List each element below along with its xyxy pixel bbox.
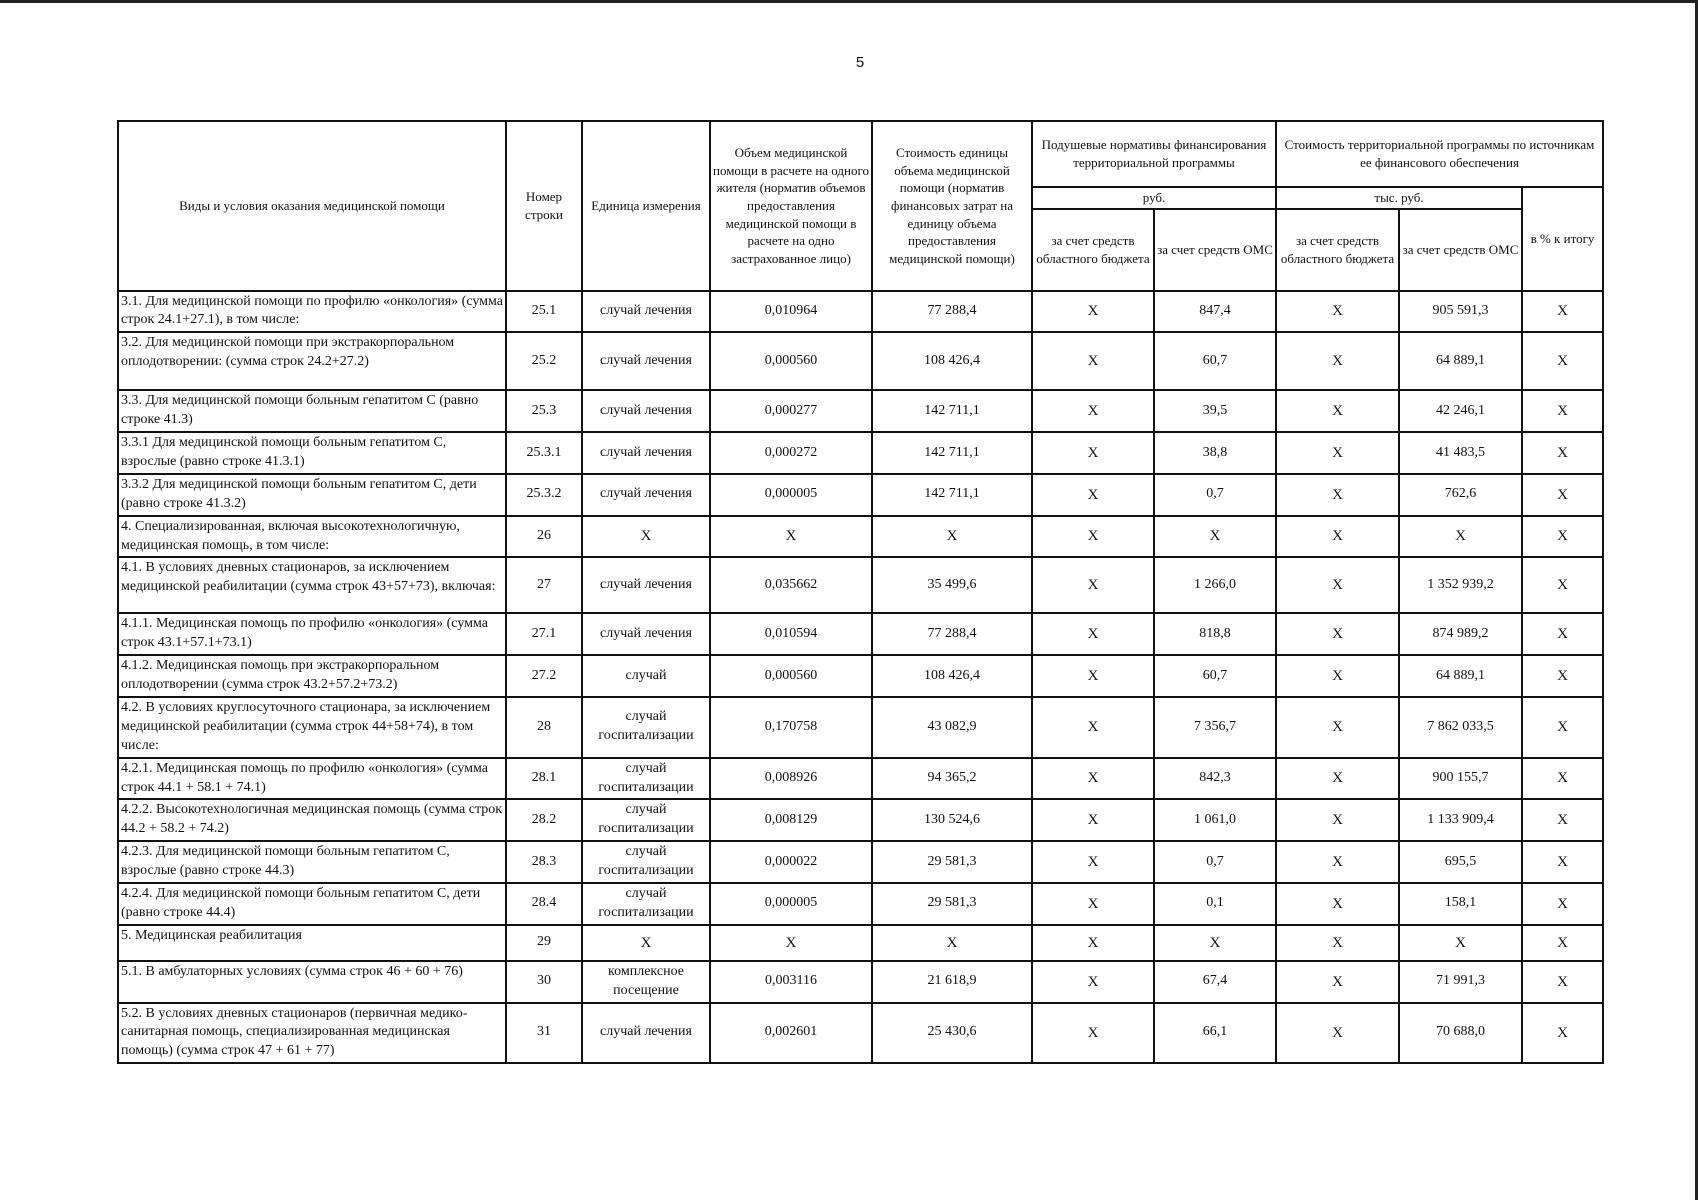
row-unit: случай госпитализации [582,799,710,841]
row-per-capita-oms: 1 266,0 [1154,557,1276,613]
row-per-capita-oms: Х [1154,925,1276,961]
row-volume: 0,170758 [710,697,872,758]
table-row [118,557,1603,613]
row-percent: Х [1522,655,1603,697]
row-number: 27.1 [506,613,582,655]
row-per-capita-budget: Х [1032,557,1154,613]
row-per-capita-oms: 60,7 [1154,655,1276,697]
row-name: 4.1. В условиях дневных стационаров, за исключением медицинской реабилитации (сумма строк 43+57+73), включая: [118,557,506,613]
row-unit-cost: 142 711,1 [872,474,1032,516]
row-number: 28.1 [506,758,582,800]
row-per-capita-budget: Х [1032,799,1154,841]
table-row [118,390,1603,432]
row-name: 3.3.2 Для медицинской помощи больным гепатитом С, дети (равно строке 41.3.2) [118,474,506,516]
row-unit: случай госпитализации [582,697,710,758]
table-row [118,655,1603,697]
row-per-capita-oms: 847,4 [1154,291,1276,333]
row-number: 25.3 [506,390,582,432]
row-name: 4.2.2. Высокотехнологичная медицинская помощь (сумма строк 44.2 + 58.2 + 74.2) [118,799,506,841]
row-per-capita-oms: 60,7 [1154,332,1276,390]
row-number: 28.2 [506,799,582,841]
row-program-budget: Х [1276,799,1399,841]
row-per-capita-oms: 39,5 [1154,390,1276,432]
row-per-capita-budget: Х [1032,613,1154,655]
row-program-oms: 70 688,0 [1399,1003,1522,1064]
row-per-capita-oms: 818,8 [1154,613,1276,655]
row-per-capita-budget: Х [1032,332,1154,390]
row-program-budget: Х [1276,961,1399,1003]
table-row [118,291,1603,333]
table-row [118,697,1603,758]
row-per-capita-oms: 38,8 [1154,432,1276,474]
row-program-oms: Х [1399,925,1522,961]
row-program-budget: Х [1276,883,1399,925]
row-per-capita-budget: Х [1032,291,1154,333]
row-unit: случай лечения [582,557,710,613]
row-program-oms: 41 483,5 [1399,432,1522,474]
row-volume: 0,003116 [710,961,872,1003]
row-percent: Х [1522,799,1603,841]
table-row [118,332,1603,390]
row-volume: Х [710,516,872,558]
table-row [118,758,1603,800]
row-per-capita-budget: Х [1032,432,1154,474]
row-unit: Х [582,925,710,961]
row-unit: случай лечения [582,291,710,333]
row-number: 29 [506,925,582,961]
header-per-capita-budget: за счет средств областного бюджета [1032,209,1154,291]
row-name: 4.2.3. Для медицинской помощи больным гепатитом С, взрослые (равно строке 44.3) [118,841,506,883]
row-number: 31 [506,1003,582,1064]
row-percent: Х [1522,390,1603,432]
row-program-oms: 762,6 [1399,474,1522,516]
row-program-budget: Х [1276,1003,1399,1064]
row-per-capita-budget: Х [1032,697,1154,758]
row-number: 28.4 [506,883,582,925]
scan-edge-top [0,0,1698,3]
header-type: Виды и условия оказания медицинской помощи [118,121,506,291]
row-unit: случай госпитализации [582,841,710,883]
row-program-oms: 64 889,1 [1399,332,1522,390]
row-volume: 0,000560 [710,655,872,697]
row-percent: Х [1522,883,1603,925]
row-unit: случай госпитализации [582,758,710,800]
row-program-budget: Х [1276,557,1399,613]
row-unit-cost: 108 426,4 [872,332,1032,390]
row-name: 4. Специализированная, включая высокотехнологичную, медицинская помощь, в том числе: [118,516,506,558]
row-unit-cost: 21 618,9 [872,961,1032,1003]
row-volume: Х [710,925,872,961]
row-unit: случай лечения [582,613,710,655]
row-unit-cost: 25 430,6 [872,1003,1032,1064]
table-row [118,516,1603,558]
row-program-budget: Х [1276,390,1399,432]
row-percent: Х [1522,557,1603,613]
header-unit: Единица измерения [582,121,710,291]
row-percent: Х [1522,516,1603,558]
row-program-budget: Х [1276,655,1399,697]
row-volume: 0,000560 [710,332,872,390]
row-percent: Х [1522,1003,1603,1064]
row-per-capita-budget: Х [1032,1003,1154,1064]
row-per-capita-budget: Х [1032,925,1154,961]
row-volume: 0,010964 [710,291,872,333]
row-volume: 0,000005 [710,883,872,925]
table-header [118,121,1603,291]
row-volume: 0,000022 [710,841,872,883]
row-program-oms: 695,5 [1399,841,1522,883]
row-per-capita-budget: Х [1032,883,1154,925]
header-per-capita-oms: за счет средств ОМС [1154,209,1276,291]
row-per-capita-oms: 0,7 [1154,841,1276,883]
table-row [118,432,1603,474]
page-number: 5 [855,54,865,71]
row-program-oms: 64 889,1 [1399,655,1522,697]
table-row [118,961,1603,1003]
row-name: 5. Медицинская реабилитация [118,925,506,961]
row-name: 4.2. В условиях круглосуточного стационара, за исключением медицинской реабилитации (сумма строк 44+58+74), в том числе: [118,697,506,758]
row-volume: 0,010594 [710,613,872,655]
header-program-budget: за счет средств областного бюджета [1276,209,1399,291]
row-program-budget: Х [1276,291,1399,333]
row-unit-cost: 142 711,1 [872,432,1032,474]
row-unit-cost: 77 288,4 [872,291,1032,333]
row-program-budget: Х [1276,697,1399,758]
row-number: 26 [506,516,582,558]
row-percent: Х [1522,758,1603,800]
row-name: 3.3.1 Для медицинской помощи больным гепатитом С, взрослые (равно строке 41.3.1) [118,432,506,474]
row-unit-cost: 43 082,9 [872,697,1032,758]
row-program-budget: Х [1276,432,1399,474]
row-per-capita-oms: 7 356,7 [1154,697,1276,758]
row-unit-cost: Х [872,925,1032,961]
row-percent: Х [1522,613,1603,655]
row-percent: Х [1522,841,1603,883]
row-program-budget: Х [1276,613,1399,655]
header-unit-cost: Стоимость единицы объема медицинской помощи (норматив финансовых затрат на единицу объема предоставления медицинской помощи) [872,121,1032,291]
row-volume: 0,035662 [710,557,872,613]
row-volume: 0,000272 [710,432,872,474]
row-unit-cost: 142 711,1 [872,390,1032,432]
table-row [118,1003,1603,1064]
row-unit-cost: 94 365,2 [872,758,1032,800]
header-unit-thousand-rub: тыс. руб. [1276,187,1522,209]
row-number: 28 [506,697,582,758]
row-volume: 0,008926 [710,758,872,800]
row-program-budget: Х [1276,841,1399,883]
row-program-budget: Х [1276,925,1399,961]
row-number: 25.2 [506,332,582,390]
row-name: 3.1. Для медицинской помощи по профилю «онкология» (сумма строк 24.1+27.1), в том числе: [118,291,506,333]
row-per-capita-budget: Х [1032,390,1154,432]
row-name: 4.1.2. Медицинская помощь при экстракорпоральном оплодотворении (сумма строк 43.2+57.2+73.2) [118,655,506,697]
row-unit-cost: Х [872,516,1032,558]
row-program-oms: 1 352 939,2 [1399,557,1522,613]
row-per-capita-budget: Х [1032,961,1154,1003]
row-number: 25.3.1 [506,432,582,474]
header-program-cost-group: Стоимость территориальной программы по источникам ее финансового обеспечения [1276,121,1603,187]
row-percent: Х [1522,332,1603,390]
funding-table [117,120,1604,1064]
row-name: 4.1.1. Медицинская помощь по профилю «онкология» (сумма строк 43.1+57.1+73.1) [118,613,506,655]
row-per-capita-oms: Х [1154,516,1276,558]
table-row [118,841,1603,883]
row-unit-cost: 35 499,6 [872,557,1032,613]
header-per-capita-group: Подушевые нормативы финансирования территориальной программы [1032,121,1276,187]
row-unit-cost: 29 581,3 [872,883,1032,925]
row-unit-cost: 130 524,6 [872,799,1032,841]
row-name: 5.2. В условиях дневных стационаров (первичная медико-санитарная помощь, специализированная медицинская помощь) (сумма строк 47 + 61 + 77) [118,1003,506,1064]
row-program-oms: 905 591,3 [1399,291,1522,333]
row-unit: случай лечения [582,1003,710,1064]
row-name: 4.2.4. Для медицинской помощи больным гепатитом С, дети (равно строке 44.4) [118,883,506,925]
header-volume: Объем медицинской помощи в расчете на одного жителя (норматив объемов предоставления медицинской помощи в расчете на одно застрахованное лицо) [710,121,872,291]
header-program-oms: за счет средств ОМС [1399,209,1522,291]
row-volume: 0,000277 [710,390,872,432]
table-row [118,613,1603,655]
row-number: 25.3.2 [506,474,582,516]
row-per-capita-budget: Х [1032,516,1154,558]
row-unit: комплексное посещение [582,961,710,1003]
row-unit-cost: 29 581,3 [872,841,1032,883]
row-per-capita-budget: Х [1032,474,1154,516]
row-per-capita-budget: Х [1032,758,1154,800]
header-percent: в % к итогу [1522,187,1603,291]
row-unit: случай лечения [582,474,710,516]
row-name: 4.2.1. Медицинская помощь по профилю «онкология» (сумма строк 44.1 + 58.1 + 74.1) [118,758,506,800]
row-unit: случай [582,655,710,697]
row-per-capita-budget: Х [1032,655,1154,697]
row-percent: Х [1522,697,1603,758]
row-program-oms: 874 989,2 [1399,613,1522,655]
row-percent: Х [1522,474,1603,516]
row-program-budget: Х [1276,332,1399,390]
row-per-capita-oms: 0,1 [1154,883,1276,925]
row-name: 5.1. В амбулаторных условиях (сумма строк 46 + 60 + 76) [118,961,506,1003]
row-program-oms: 158,1 [1399,883,1522,925]
table-body [118,291,1603,1064]
row-per-capita-oms: 66,1 [1154,1003,1276,1064]
row-unit-cost: 77 288,4 [872,613,1032,655]
table-row [118,474,1603,516]
row-program-budget: Х [1276,516,1399,558]
row-program-budget: Х [1276,758,1399,800]
row-per-capita-oms: 842,3 [1154,758,1276,800]
row-per-capita-budget: Х [1032,841,1154,883]
row-number: 27 [506,557,582,613]
row-per-capita-oms: 1 061,0 [1154,799,1276,841]
row-volume: 0,000005 [710,474,872,516]
row-name: 3.2. Для медицинской помощи при экстракорпоральном оплодотворении: (сумма строк 24.2+27.2) [118,332,506,390]
row-volume: 0,008129 [710,799,872,841]
table-row [118,925,1603,961]
row-program-oms: 71 991,3 [1399,961,1522,1003]
row-unit: Х [582,516,710,558]
row-unit: случай лечения [582,390,710,432]
header-unit-rub: руб. [1032,187,1276,209]
row-per-capita-oms: 67,4 [1154,961,1276,1003]
row-name: 3.3. Для медицинской помощи больным гепатитом С (равно строке 41.3) [118,390,506,432]
row-unit-cost: 108 426,4 [872,655,1032,697]
row-unit: случай лечения [582,332,710,390]
table-row [118,883,1603,925]
header-row-number: Номер строки [506,121,582,291]
row-program-oms: Х [1399,516,1522,558]
row-unit: случай госпитализации [582,883,710,925]
row-number: 25.1 [506,291,582,333]
row-number: 27.2 [506,655,582,697]
row-percent: Х [1522,961,1603,1003]
row-per-capita-oms: 0,7 [1154,474,1276,516]
row-program-oms: 42 246,1 [1399,390,1522,432]
row-program-budget: Х [1276,474,1399,516]
row-unit: случай лечения [582,432,710,474]
row-number: 28.3 [506,841,582,883]
row-percent: Х [1522,432,1603,474]
row-program-oms: 900 155,7 [1399,758,1522,800]
row-percent: Х [1522,291,1603,333]
row-program-oms: 1 133 909,4 [1399,799,1522,841]
row-number: 30 [506,961,582,1003]
table-row [118,799,1603,841]
row-percent: Х [1522,925,1603,961]
row-volume: 0,002601 [710,1003,872,1064]
row-program-oms: 7 862 033,5 [1399,697,1522,758]
